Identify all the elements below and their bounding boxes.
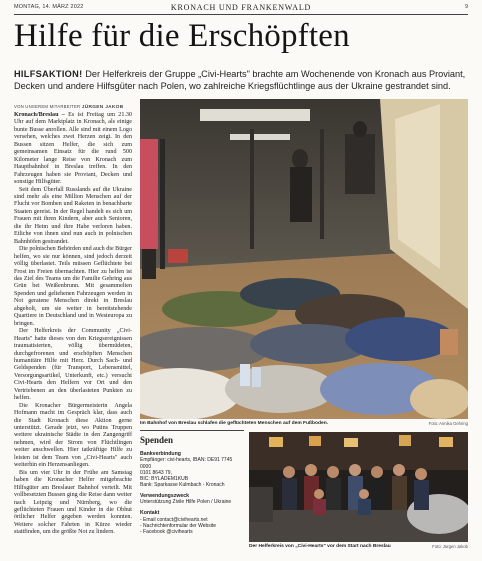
purpose-line: Unterstützung Zivile Hilfe Polen / Ukraine [140, 499, 232, 506]
contact-label: Kontakt [140, 510, 160, 517]
article-lead [14, 68, 468, 93]
section-title: KRONACH UND FRANKENWALD [170, 3, 312, 12]
main-photo-caption: Im Bahnhof von Breslau schlafen die geflüchteten Menschen auf dem Fußboden. [140, 421, 329, 426]
bank-label: Bankverbindung [140, 451, 181, 457]
purpose-label: Verwendungszweck [140, 492, 190, 499]
body-paragraph: Bis um vier Uhr in der Frühe am Samstag haben die Kronacher Helfer mitgebrachte Hilfsgüter am Breslauer Bahnhof verteilt. Mit vollbesetzten Bussen ging die Reise dann weiter nach Leipzig und Nürnberg, wo die geflüchteten Frauen und Kinder in die Obhut örtlicher Helfer gegeben werden konnten. Weitere solcher Fahrten in Kürze wieder stattfinden, um die größte Not zu lindern. [14, 469, 132, 536]
bank-line: 0101 8643 79, [140, 469, 172, 476]
bank-line: Bank: Sparkasse Kulmbach - Kronach [140, 481, 225, 488]
article-kicker: HILFSAKTION [14, 69, 80, 79]
article-body [14, 112, 132, 554]
donation-box [140, 430, 244, 554]
author-prefix: VON UNSEREM MITARBEITER [14, 104, 81, 109]
issue-date: MONTAG, 14. MÄRZ 2022 [14, 4, 84, 10]
body-paragraph: Kronach/Breslau – Es ist Freitag um 21.30 Uhr auf dem Marktplatz in Kronach, als einige bunte Busse anrollen. Alle sind mit einem Logo versehen, welches zwei Herzen zeigt. In den Bussen sitzen Helfer, die sich zum gemeinsamen Einsatz für die rund 500 Kilometer lange Reise von Kronach zum Hauptbahnhof in Breslau treffen. In den Fahrzeugen haben sie Proviant, Decken und sonstige Hilfsgüter. [14, 112, 132, 186]
bank-line: BIC: BYLADEM1KUB [140, 475, 189, 482]
author-name: JÜRGEN JAKOB [81, 105, 124, 110]
body-paragraph: Die Kronacher Bürgermeisterin Angela Hofmann macht im Gespräch klar, dass auch die Stadt Kronach diese Aktion gerne unterstützt. Gerade jetzt, wo Putins Truppen weitere ukrainische Städte in den Zangengriff nehmen, wird der Strom von Flüchtlingen weiter anschwellen. Hier tatkräftige Hilfe zu leisten ist dem Team von „Civi-Hearts" auch weiterhin ein Herzensanliegen. [14, 402, 132, 469]
helpers-photo-image [249, 432, 468, 542]
contact-email: - Email contact@civihearts.net [140, 516, 208, 523]
kicker-separator: ! [79, 69, 86, 79]
page-number: 9 [464, 4, 468, 10]
body-paragraph: Seit dem Überfall Russlands auf die Ukraine sind mehr als eine Million Menschen auf der Flucht vor Bomben und Raketen in benachbarte Staaten gereist. In der Regel handelt es sich um Frauen mit ihren Kindern, aber auch Senioren, die ihr Heim und ihre Habe verloren haben. Etliche von ihnen sind nun auch in polnischen Bahnhöfen gestrandet. [14, 186, 132, 245]
header-rule [14, 14, 468, 15]
body-paragraph: Der Helferkreis der Community „Civi-Hearts" hatte dieses von den Kriegsereignissen traumatisierten, völlig übermüdeten, durchgefrorenen und erschöpften Menschen humanitäre Hilfe mit Herz. Durch Sach- und Geldspenden (für Transport, Lebensmittel, Versorgungsartikel, Unterkunft, etc.) versucht Civi-Hearts den Helfern vor Ort und den Vertriebenen an den überlasteten Punkten zu helfen. [14, 328, 132, 402]
helpers-photo [249, 432, 468, 542]
helpers-photo-credit: Foto: Jürgen Jakob [432, 544, 468, 549]
dateline: Kronach/Breslau – [14, 112, 65, 118]
station-photo [140, 99, 468, 419]
article-headline: Hilfe für die Erschöpften [14, 18, 350, 54]
body-paragraph: Die polnischen Behörden und auch die Bürger helfen, wo sie nur können, sind jedoch derzeit völlig überlastet. Teils müssen Geflüchtete bei Frost im Freien übernachten. Hier zu helfen ist das Ziel des Teams um die Familie Gehring aus Grün bei Weißenbrunn. Mit gesammelten Spenden und geliehenen Fahrzeugen werden in Not geratene Menschen direkt in Breslau abgeholt, um sie weiter in bereitstehende Quartiere in Deutschland und in Westeuropa zu bringen. [14, 246, 132, 327]
lead-text: Der Helferkreis der Gruppe „Civi-Hearts" brachte am Wochenende von Kronach aus Proviant, Decken und andere Hilfsgüter nach Polen, wo zahlreiche Kriegsflüchtlinge aus der Ukraine gestrandet sind. [14, 69, 466, 92]
bank-line: Empfänger: civi-hearts, IBAN: DE91 7745 0000 [140, 457, 233, 470]
contact-facebook: - Facebook @civihearts [140, 528, 193, 535]
main-photo-credit: Foto: Annika Gehring [428, 421, 468, 426]
contact-form: - Nachrichtenformular der Website [140, 522, 217, 529]
author-line [14, 104, 123, 110]
station-photo-image [140, 99, 468, 419]
helpers-photo-caption: Der Helferkreis von „Civi-Hearts" vor dem Start nach Breslau [249, 544, 391, 549]
donation-title: Spenden [140, 435, 174, 445]
